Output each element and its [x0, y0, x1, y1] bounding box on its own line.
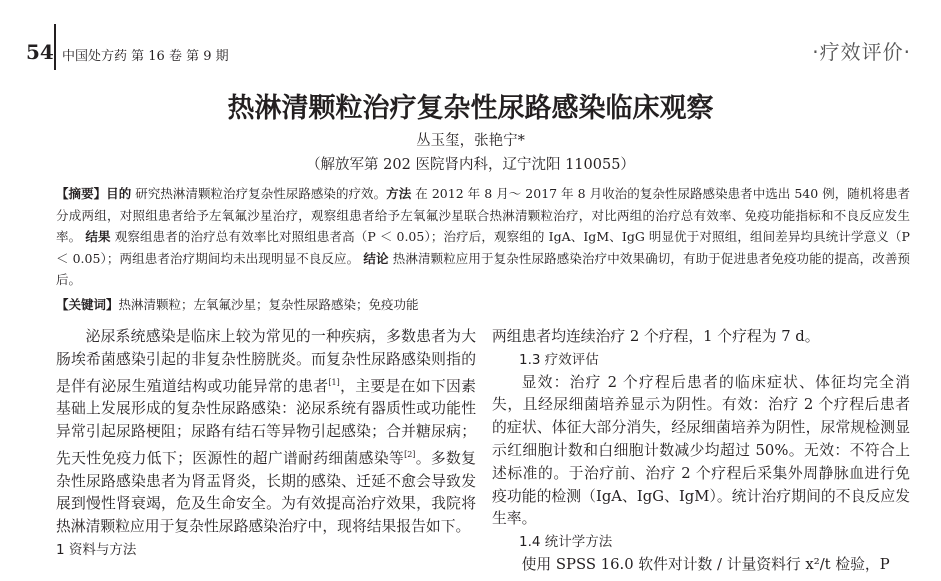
- article-authors: 丛玉玺，张艳宁*: [416, 133, 525, 149]
- section-heading-1: 1 资料与方法: [56, 542, 137, 559]
- results-text: 观察组患者的治疗总有效率比对照组患者高（P ＜ 0.05）；治疗后，观察组的 IgA、IgM、IgG 明显优于对照组，组间差异均具统计学意义（P ＜ 0.05）；两组患者治疗期间均未出现明显不良反应。: [56, 229, 910, 266]
- keywords-label: 【关键词】: [56, 297, 119, 312]
- treatment-paragraph: 两组患者均连续治疗 2 个疗程，1 个疗程为 7 d。: [492, 328, 820, 345]
- methods-label: 方法: [386, 186, 412, 201]
- objective-text: 研究热淋清颗粒治疗复杂性尿路感染的疗效。: [135, 186, 387, 201]
- methods-text: 在 2012 年 8 月～ 2017 年 8 月收治的复杂性尿路感染患者中选出 540 例，随机将患者分成两组，对照组患者给予左氧氟沙星治疗，观察组患者给予左氧氟沙星联合热淋清颗粒治疗，对比两组的治疗总有效率、免疫功能指标和不良反应发生率。: [56, 186, 910, 245]
- article-title: 热淋清颗粒治疗复杂性尿路感染临床观察: [227, 93, 714, 124]
- conclusion-label: 结论: [363, 250, 389, 266]
- abstract-label: 【摘要】: [56, 186, 107, 201]
- keywords: [56, 295, 910, 315]
- abstract: [56, 183, 910, 291]
- objective-label: 目的: [106, 186, 132, 201]
- subheading-1-3: 1.3 疗效评估: [519, 351, 599, 368]
- body-right-column: [492, 326, 910, 577]
- section-tag: ·疗效评价·: [812, 40, 911, 64]
- article-affiliation: （解放军第 202 医院肾内科，辽宁沈阳 110055）: [306, 157, 635, 173]
- intro-paragraph: [56, 326, 476, 539]
- intro-text-part3: 。多数复杂性尿路感染患者为肾盂肾炎，长期的感染、迁延不愈会导致发展到慢性肾衰竭，危及生命安全。为有效提高治疗效果，我院将热淋清颗粒应用于复杂性尿路感染治疗中，现将结果报告如下。: [56, 449, 476, 536]
- intro-text-part2: ，主要是在如下因素基础上发展形成的复杂性尿路感染：泌尿系统有器质性或功能性异常引起尿路梗阻；尿路有结石等异物引起感染；合并糖尿病；先天性免疫力低下；医源性的超广谱耐药细菌感染等: [56, 377, 476, 467]
- subheading-1-4: 1.4 统计学方法: [519, 534, 613, 551]
- conclusion-text: 热淋清颗粒应用于复杂性尿路感染治疗中效果确切，有助于促进患者免疫功能的提高，改善预后。: [56, 250, 910, 288]
- citation-1: [1]: [328, 377, 340, 387]
- efficacy-paragraph: 显效：治疗 2 个疗程后患者的临床症状、体征均完全消失，且经尿细菌培养显示为阴性。有效：治疗 2 个疗程后患者的症状、体征大部分消失，经尿细菌培养为阴性，尿常规检测显示红细胞计数和白细胞计数减少均超过 50%。无效：不符合上述标准的。于治疗前、治疗 2 个疗程后采集外周静脉血进行免疫功能的检测（IgA、IgG、IgM）。统计治疗期间的不良反应发生率。: [492, 373, 910, 528]
- header-divider: [54, 24, 56, 70]
- results-label: 结果: [85, 229, 111, 245]
- intro-text-part1: 泌尿系统感染是临床上较为常见的一种疾病，多数患者为大肠埃希菌感染引起的非复杂性膀胱炎。而复杂性尿路感染则指的是伴有泌尿生殖道结构或功能异常的患者: [56, 328, 476, 395]
- citation-2: [2]: [404, 449, 416, 459]
- keywords-text: 热淋清颗粒；左氧氟沙星；复杂性尿路感染；免疫功能: [118, 297, 419, 312]
- journal-info: 中国处方药 第 16 卷 第 9 期: [62, 49, 229, 64]
- page-header: [0, 0, 941, 80]
- page-number: 54: [26, 40, 54, 64]
- body-left-column: [56, 326, 476, 562]
- statistics-paragraph: 使用 SPSS 16.0 软件对计数 / 计量资料行 x²/t 检验，P: [521, 555, 890, 573]
